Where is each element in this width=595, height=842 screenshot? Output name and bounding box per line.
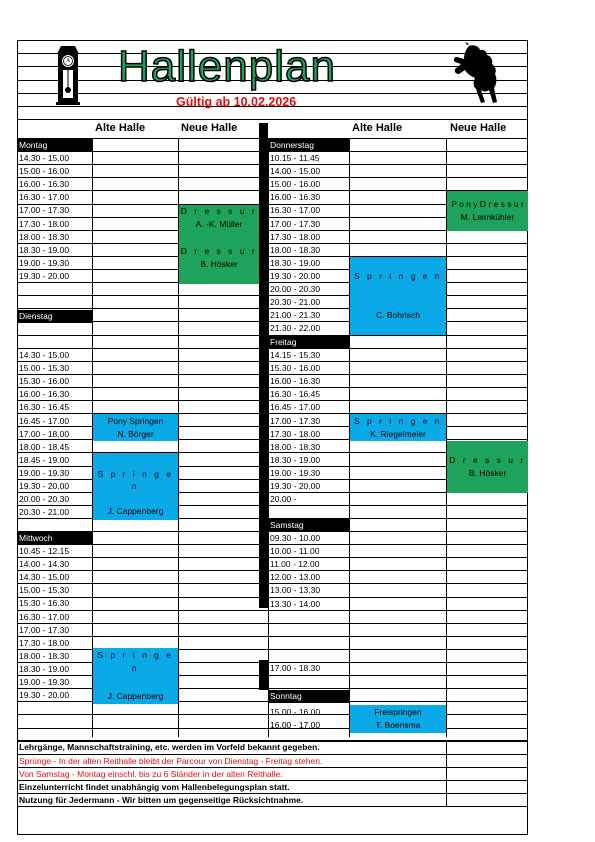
time-slot: 13.30 - 14.00	[270, 599, 321, 609]
center-divider-bar	[259, 660, 268, 690]
time-slot: 14.30 - 15.00	[19, 572, 70, 582]
time-slot: 10.15 - 11.45	[270, 153, 320, 163]
grid-line	[17, 40, 528, 41]
booking-block-pony-dressur	[447, 191, 528, 231]
booking-trainer: T. Boensma	[375, 720, 421, 730]
day-label-donnerstag: Donnerstag	[268, 139, 349, 152]
time-slot: 18.00 - 18.30	[19, 651, 70, 661]
booking-block-pony-springen	[93, 414, 178, 441]
time-slot: 16.00 - 16.30	[19, 179, 70, 189]
booking-block-springen	[350, 414, 446, 441]
time-slot: 20.00 - 20.30	[19, 494, 70, 504]
rearing-horse-icon	[447, 42, 507, 106]
time-slot: 18.45 - 19.00	[19, 455, 70, 465]
col-header-neue-halle: Neue Halle	[450, 122, 507, 134]
booking-type: Freispringen	[374, 707, 422, 718]
time-slot: 21.00 - 21.30	[270, 310, 321, 320]
time-slot: 21.30 - 22.00	[270, 323, 321, 333]
time-slot: 19.30 - 20.00	[270, 481, 321, 491]
time-slot: 19.30 - 20.00	[19, 481, 70, 491]
time-slot: 14.00 - 14.30	[19, 559, 70, 569]
booking-trainer: B. Hösker	[468, 468, 507, 478]
time-slot: 16.45 - 17.00	[270, 402, 321, 412]
booking-type: P o n y D r e s s u r	[451, 199, 524, 210]
time-slot: 17.30 - 18.00	[19, 219, 70, 229]
day-label-montag: Montag	[17, 139, 92, 152]
time-slot: 10.00 - 11.00	[270, 546, 320, 556]
time-slot: 11.00 - 12.00	[270, 559, 320, 569]
time-slot: 15.00 - 16.00	[270, 707, 321, 717]
time-slot: 17.30 - 18.00	[270, 232, 321, 242]
time-slot: 14.30 - 15.00	[19, 153, 70, 163]
note-text: Sprünge - In der alten Reithalle bleibt der Parcour von Dienstag - Freitag stehen.	[19, 756, 323, 766]
day-label-samstag: Samstag	[268, 519, 349, 532]
booking-trainer: M. Leimkühler	[460, 212, 515, 222]
day-label-sonntag: Sonntag	[268, 690, 349, 703]
time-slot: 18.00 - 18.30	[270, 442, 321, 452]
time-slot: 16.30 - 17.00	[19, 612, 70, 622]
time-slot: 20.00 - 20.30	[270, 284, 321, 294]
time-slot: 15.30 - 16.00	[19, 376, 70, 386]
booking-block-freispringen	[350, 705, 446, 733]
grid-line	[17, 636, 528, 637]
booking-trainer: J. Cappenberg	[107, 691, 164, 702]
time-slot: 09.30 - 10.00	[270, 533, 321, 543]
center-divider-bar	[259, 123, 268, 608]
grid-line	[17, 119, 528, 120]
time-slot: 19.00 - 19.30	[19, 468, 70, 478]
time-slot: 10.45 - 12.15	[19, 546, 70, 556]
note-text: Nutzung für Jedermann - Wir bitten um gegenseitige Rücksichtnahme.	[19, 795, 304, 805]
time-slot: 18.30 - 19.00	[270, 258, 321, 268]
booking-block-dressur	[179, 231, 259, 284]
booking-type: S p r i n g e n	[97, 468, 174, 492]
time-slot: 17.00 - 17.30	[270, 416, 321, 426]
booking-block-dressur	[447, 441, 528, 493]
time-slot: 17.00 - 18.30	[270, 663, 321, 673]
booking-trainer: N. Börger	[117, 428, 154, 439]
time-slot: 15.00 - 15.30	[19, 363, 70, 373]
time-slot: 16.30 - 17.00	[19, 192, 70, 202]
time-slot: 19.00 - 19.30	[270, 468, 321, 478]
time-slot: 20.30 - 21.00	[270, 297, 321, 307]
time-slot: 16.30 - 16.45	[270, 389, 321, 399]
time-slot: 13.00 - 13.30	[270, 585, 321, 595]
booking-block-springen	[350, 257, 446, 335]
valid-from-date: Gültig ab 10.02.2026	[176, 95, 297, 109]
time-slot: 17.00 - 17.30	[19, 625, 70, 635]
grandfather-clock-icon	[53, 44, 83, 106]
booking-block-springen	[93, 648, 178, 704]
booking-type: D r e s s u r	[180, 245, 258, 256]
booking-block-dressur	[179, 205, 259, 231]
booking-trainer: C. Bohrisch	[376, 310, 420, 321]
time-slot: 16.00 - 16.30	[270, 192, 321, 202]
time-slot: 17.00 - 17.30	[19, 205, 70, 215]
day-label-mittwoch: Mittwoch	[17, 532, 92, 545]
time-slot: 15.00 - 16.00	[270, 179, 321, 189]
time-slot: 18.30 - 19.00	[270, 455, 321, 465]
time-slot: 20.30 - 21.00	[19, 507, 70, 517]
time-slot: 16.00 - 16.30	[19, 389, 70, 399]
time-slot: 17.30 - 18.00	[19, 638, 70, 648]
note-text: Von Samstag - Montag einschl. bis zu 6 Ständer in der alten Reithalle.	[19, 769, 283, 779]
time-slot: 19.30 - 20.00	[19, 271, 70, 281]
time-slot: 16.00 - 17.00	[270, 720, 321, 730]
time-slot: 19.30 - 20.00	[270, 271, 321, 281]
time-slot: 19.30 - 20.00	[19, 690, 70, 700]
booking-type: D r e s s u r	[180, 206, 258, 217]
time-slot: 20.00 -	[270, 494, 297, 504]
time-slot: 18.00 - 18.30	[270, 245, 321, 255]
page-title: Hallenplan	[118, 42, 336, 91]
grid-line	[17, 623, 528, 624]
note-text: Einzelunterricht findet unabhängig vom Hallenbelegungsplan statt.	[19, 782, 290, 792]
col-header-alte-halle: Alte Halle	[95, 122, 146, 134]
booking-type: Pony Springen	[107, 415, 164, 426]
booking-type: D r e s s u r	[449, 455, 526, 466]
time-slot: 18.30 - 19.00	[19, 245, 70, 255]
booking-trainer: A. -K. Müller	[195, 219, 243, 229]
booking-type: S p r i n g e n	[353, 415, 443, 426]
time-slot: 14.15 - 15.30	[270, 350, 321, 360]
col-header-neue-halle: Neue Halle	[181, 122, 238, 134]
booking-type: S p r i n g e n	[353, 271, 443, 282]
time-slot: 18.00 - 18.30	[19, 232, 70, 242]
booking-trainer: J. Cappenberg	[107, 506, 164, 517]
time-slot: 18.00 - 18.45	[19, 442, 70, 452]
booking-trainer: B. Hösker	[200, 258, 238, 269]
time-slot: 16.30 - 17.00	[270, 205, 321, 215]
booking-block-springen	[93, 453, 178, 520]
booking-trainer: K. Riegelmeier	[370, 428, 426, 439]
time-slot: 15.00 - 15.30	[19, 585, 70, 595]
col-divider	[446, 740, 447, 807]
time-slot: 15.00 - 16.00	[19, 166, 70, 176]
day-label-dienstag: Dienstag	[17, 310, 92, 323]
time-slot: 19.00 - 19.30	[19, 677, 70, 687]
time-slot: 15.30 - 16.30	[19, 598, 70, 608]
time-slot: 14.00 - 15.00	[270, 166, 321, 176]
col-header-alte-halle: Alte Halle	[352, 122, 403, 134]
note-text: Lehrgänge, Mannschaftstraining, etc. werden im Vorfeld bekannt gegeben.	[19, 742, 320, 752]
time-slot: 18.30 - 19.00	[19, 664, 70, 674]
time-slot: 16.00 - 16.30	[270, 376, 321, 386]
time-slot: 17.30 - 18.00	[270, 429, 321, 439]
time-slot: 15.30 - 16.00	[270, 363, 321, 373]
time-slot: 17.00 - 18.00	[19, 429, 70, 439]
time-slot: 19.00 - 19.30	[19, 258, 70, 268]
day-label-freitag: Freitag	[268, 336, 349, 349]
time-slot: 12.00 - 13.00	[270, 572, 321, 582]
time-slot: 16.30 - 16.45	[19, 402, 70, 412]
booking-type: S p r i n g e n	[97, 650, 174, 673]
time-slot: 16.45 - 17.00	[19, 416, 70, 426]
time-slot: 14.30 - 15.00	[19, 350, 70, 360]
time-slot: 17.00 - 17.30	[270, 219, 321, 229]
